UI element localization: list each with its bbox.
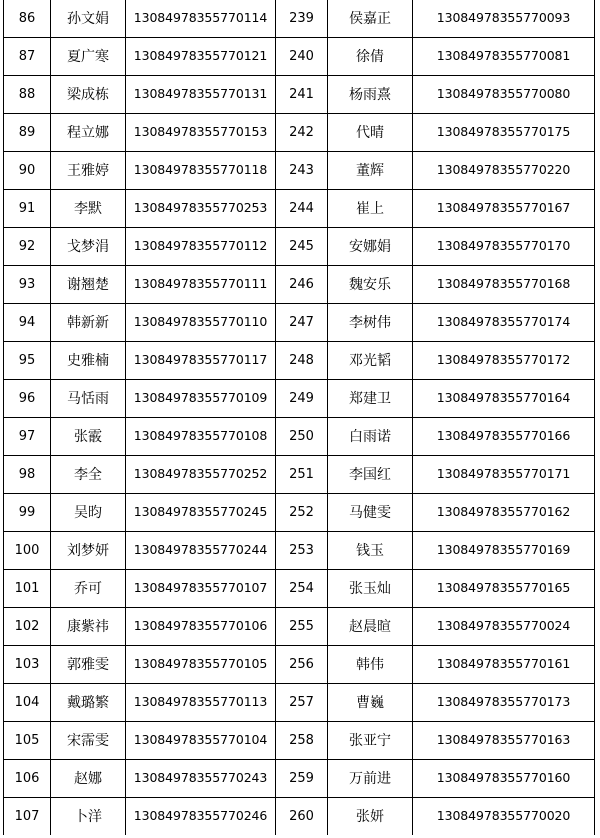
left-code-cell: 13084978355770121	[126, 38, 276, 76]
left-seq-cell: 102	[4, 608, 51, 646]
right-seq-cell: 239	[276, 0, 328, 38]
right-code-cell: 13084978355770160	[413, 760, 595, 798]
left-code-cell: 13084978355770106	[126, 608, 276, 646]
right-name-cell: 邓光韬	[328, 342, 413, 380]
right-name-cell: 代晴	[328, 114, 413, 152]
right-name-cell: 杨雨熹	[328, 76, 413, 114]
right-seq-cell: 251	[276, 456, 328, 494]
left-seq-cell: 89	[4, 114, 51, 152]
right-name-cell: 马健雯	[328, 494, 413, 532]
right-seq-cell: 241	[276, 76, 328, 114]
left-code-cell: 13084978355770104	[126, 722, 276, 760]
right-seq-cell: 259	[276, 760, 328, 798]
left-name-cell: 谢翘楚	[51, 266, 126, 304]
table-row	[4, 0, 595, 38]
right-name-cell: 安娜娟	[328, 228, 413, 266]
left-seq-cell: 107	[4, 798, 51, 836]
left-code-cell: 13084978355770118	[126, 152, 276, 190]
left-name-cell: 刘梦妍	[51, 532, 126, 570]
left-code-cell: 13084978355770117	[126, 342, 276, 380]
left-name-cell: 宋霈雯	[51, 722, 126, 760]
left-name-cell: 孙文娟	[51, 0, 126, 38]
right-seq-cell: 243	[276, 152, 328, 190]
table-row	[4, 190, 595, 228]
right-seq-cell: 240	[276, 38, 328, 76]
left-name-cell: 康紫祎	[51, 608, 126, 646]
right-seq-cell: 252	[276, 494, 328, 532]
left-name-cell: 马恬雨	[51, 380, 126, 418]
right-seq-cell: 253	[276, 532, 328, 570]
left-seq-cell: 94	[4, 304, 51, 342]
left-code-cell: 13084978355770113	[126, 684, 276, 722]
left-seq-cell: 87	[4, 38, 51, 76]
left-name-cell: 韩新新	[51, 304, 126, 342]
left-seq-cell: 106	[4, 760, 51, 798]
right-code-cell: 13084978355770171	[413, 456, 595, 494]
left-name-cell: 李全	[51, 456, 126, 494]
left-name-cell: 赵娜	[51, 760, 126, 798]
table-row	[4, 114, 595, 152]
left-name-cell: 程立娜	[51, 114, 126, 152]
right-code-cell: 13084978355770174	[413, 304, 595, 342]
table-row	[4, 456, 595, 494]
left-name-cell: 吴昀	[51, 494, 126, 532]
table-row	[4, 418, 595, 456]
right-code-cell: 13084978355770081	[413, 38, 595, 76]
left-seq-cell: 104	[4, 684, 51, 722]
left-seq-cell: 95	[4, 342, 51, 380]
table-row	[4, 76, 595, 114]
right-seq-cell: 258	[276, 722, 328, 760]
right-seq-cell: 247	[276, 304, 328, 342]
right-seq-cell: 244	[276, 190, 328, 228]
table-row	[4, 152, 595, 190]
left-code-cell: 13084978355770107	[126, 570, 276, 608]
left-code-cell: 13084978355770252	[126, 456, 276, 494]
right-seq-cell: 249	[276, 380, 328, 418]
left-seq-cell: 92	[4, 228, 51, 266]
table-row	[4, 722, 595, 760]
right-code-cell: 13084978355770173	[413, 684, 595, 722]
left-name-cell: 张霰	[51, 418, 126, 456]
right-seq-cell: 256	[276, 646, 328, 684]
right-code-cell: 13084978355770080	[413, 76, 595, 114]
left-name-cell: 乔可	[51, 570, 126, 608]
left-name-cell: 戴璐繁	[51, 684, 126, 722]
right-name-cell: 李树伟	[328, 304, 413, 342]
left-seq-cell: 97	[4, 418, 51, 456]
right-seq-cell: 246	[276, 266, 328, 304]
table-row	[4, 646, 595, 684]
right-seq-cell: 250	[276, 418, 328, 456]
left-code-cell: 13084978355770114	[126, 0, 276, 38]
left-seq-cell: 101	[4, 570, 51, 608]
right-seq-cell: 260	[276, 798, 328, 836]
right-name-cell: 张亚宁	[328, 722, 413, 760]
right-code-cell: 13084978355770172	[413, 342, 595, 380]
left-code-cell: 13084978355770111	[126, 266, 276, 304]
table-row	[4, 494, 595, 532]
table-row	[4, 760, 595, 798]
right-name-cell: 李国红	[328, 456, 413, 494]
left-seq-cell: 103	[4, 646, 51, 684]
roster-table	[3, 0, 595, 835]
right-code-cell: 13084978355770165	[413, 570, 595, 608]
right-seq-cell: 245	[276, 228, 328, 266]
right-code-cell: 13084978355770161	[413, 646, 595, 684]
right-name-cell: 董辉	[328, 152, 413, 190]
right-name-cell: 郑建卫	[328, 380, 413, 418]
left-code-cell: 13084978355770109	[126, 380, 276, 418]
table-row	[4, 228, 595, 266]
left-name-cell: 李默	[51, 190, 126, 228]
left-seq-cell: 96	[4, 380, 51, 418]
right-code-cell: 13084978355770170	[413, 228, 595, 266]
right-code-cell: 13084978355770164	[413, 380, 595, 418]
right-seq-cell: 257	[276, 684, 328, 722]
left-code-cell: 13084978355770246	[126, 798, 276, 836]
left-code-cell: 13084978355770131	[126, 76, 276, 114]
table-row	[4, 532, 595, 570]
left-name-cell: 卜洋	[51, 798, 126, 836]
right-code-cell: 13084978355770169	[413, 532, 595, 570]
left-seq-cell: 105	[4, 722, 51, 760]
right-seq-cell: 248	[276, 342, 328, 380]
right-seq-cell: 254	[276, 570, 328, 608]
roster-sheet	[3, 0, 594, 835]
left-seq-cell: 98	[4, 456, 51, 494]
right-code-cell: 13084978355770167	[413, 190, 595, 228]
left-seq-cell: 86	[4, 0, 51, 38]
right-code-cell: 13084978355770220	[413, 152, 595, 190]
right-name-cell: 崔上	[328, 190, 413, 228]
table-row	[4, 304, 595, 342]
left-seq-cell: 90	[4, 152, 51, 190]
right-code-cell: 13084978355770163	[413, 722, 595, 760]
right-code-cell: 13084978355770162	[413, 494, 595, 532]
left-code-cell: 13084978355770243	[126, 760, 276, 798]
right-name-cell: 韩伟	[328, 646, 413, 684]
table-row	[4, 608, 595, 646]
right-code-cell: 13084978355770020	[413, 798, 595, 836]
left-name-cell: 戈梦涓	[51, 228, 126, 266]
left-name-cell: 夏广寒	[51, 38, 126, 76]
left-code-cell: 13084978355770245	[126, 494, 276, 532]
right-name-cell: 万前进	[328, 760, 413, 798]
left-code-cell: 13084978355770108	[126, 418, 276, 456]
left-seq-cell: 91	[4, 190, 51, 228]
left-code-cell: 13084978355770153	[126, 114, 276, 152]
table-row	[4, 266, 595, 304]
right-code-cell: 13084978355770166	[413, 418, 595, 456]
right-seq-cell: 242	[276, 114, 328, 152]
left-code-cell: 13084978355770112	[126, 228, 276, 266]
right-name-cell: 侯嘉正	[328, 0, 413, 38]
left-code-cell: 13084978355770253	[126, 190, 276, 228]
table-row	[4, 684, 595, 722]
right-name-cell: 赵晨暄	[328, 608, 413, 646]
right-name-cell: 张玉灿	[328, 570, 413, 608]
right-code-cell: 13084978355770024	[413, 608, 595, 646]
right-code-cell: 13084978355770175	[413, 114, 595, 152]
left-code-cell: 13084978355770105	[126, 646, 276, 684]
right-name-cell: 曹巍	[328, 684, 413, 722]
right-name-cell: 钱玉	[328, 532, 413, 570]
table-row	[4, 342, 595, 380]
table-row	[4, 380, 595, 418]
table-row	[4, 38, 595, 76]
left-seq-cell: 100	[4, 532, 51, 570]
roster-body	[4, 0, 595, 835]
table-row	[4, 798, 595, 836]
right-name-cell: 张妍	[328, 798, 413, 836]
left-name-cell: 梁成栋	[51, 76, 126, 114]
right-name-cell: 白雨诺	[328, 418, 413, 456]
left-name-cell: 史雅楠	[51, 342, 126, 380]
left-code-cell: 13084978355770244	[126, 532, 276, 570]
right-seq-cell: 255	[276, 608, 328, 646]
left-name-cell: 王雅婷	[51, 152, 126, 190]
table-row	[4, 570, 595, 608]
left-seq-cell: 93	[4, 266, 51, 304]
left-code-cell: 13084978355770110	[126, 304, 276, 342]
right-name-cell: 魏安乐	[328, 266, 413, 304]
right-name-cell: 徐倩	[328, 38, 413, 76]
right-code-cell: 13084978355770093	[413, 0, 595, 38]
right-code-cell: 13084978355770168	[413, 266, 595, 304]
left-name-cell: 郭雅雯	[51, 646, 126, 684]
left-seq-cell: 99	[4, 494, 51, 532]
left-seq-cell: 88	[4, 76, 51, 114]
